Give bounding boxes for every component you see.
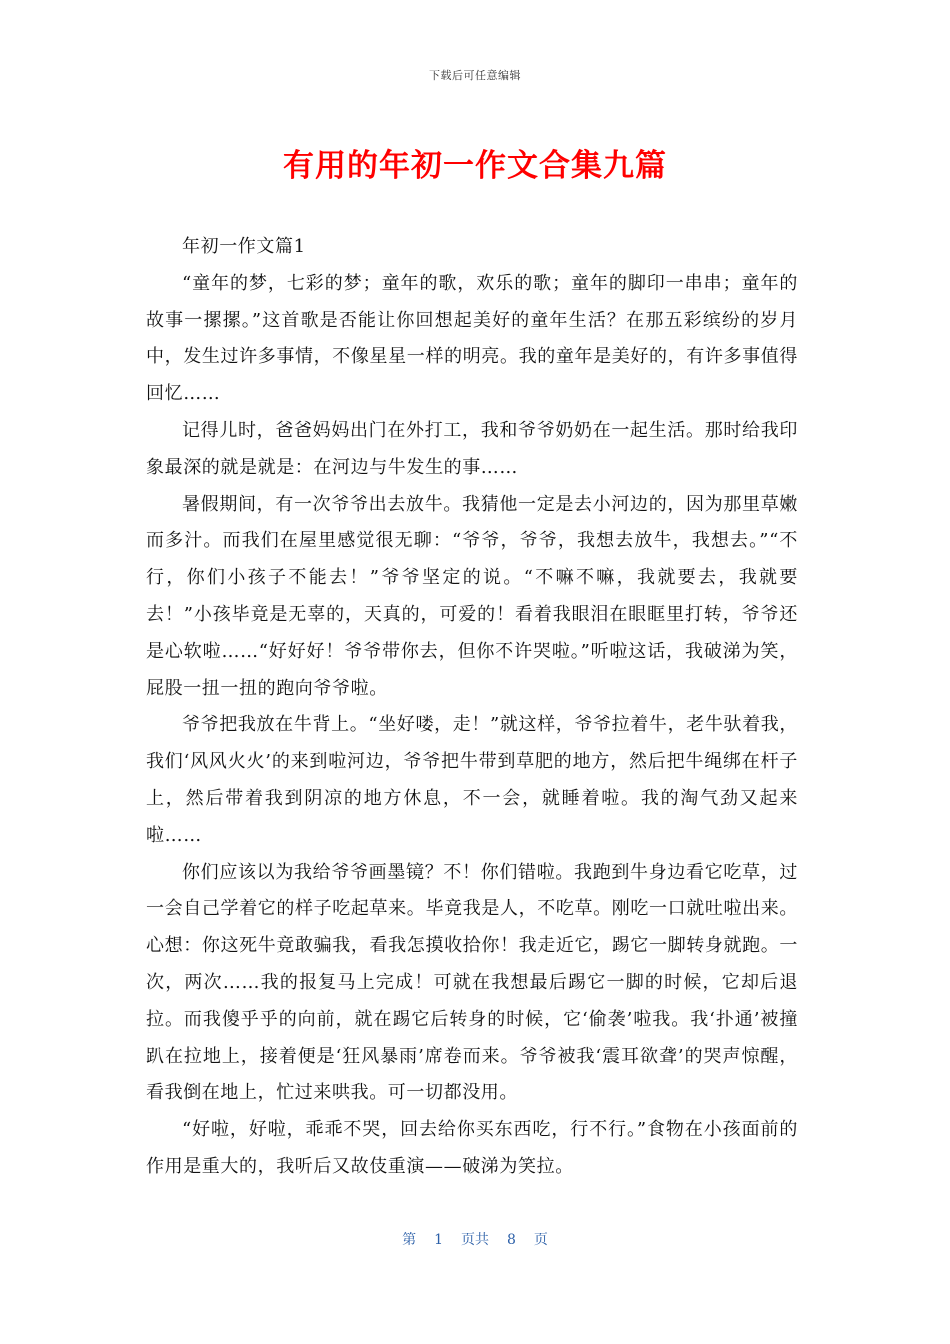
footer-prefix: 第 [402,1232,417,1248]
paragraph: “好啦，好啦，乖乖不哭，回去给你买东西吃，行不行。”食物在小孩面前的作用是重大的，我听后又故伎重演——破涕为笑拉。 [146,1119,798,1177]
essay-heading: 年初一作文篇1 [182,236,306,257]
paragraph: “童年的梦，七彩的梦；童年的歌，欢乐的歌；童年的脚印一串串；童年的故事一摞摞。”这首歌是否能让你回想起美好的童年生活？在那五彩缤纷的岁月中，发生过许多事情，不像星星一样的明亮。我的童年是美好的，有许多事值得回忆…… [146,272,798,405]
page-footer [0,1229,950,1249]
footer-page-number: 1 [434,1232,443,1248]
paragraph: 你们应该以为我给爷爷画墨镜？不！你们错啦。我跑到牛身边看它吃草，过一会自己学着它的样子吃起草来。毕竟我是人，不吃草。刚吃一口就吐啦出来。心想：你这死牛竟敢骗我，看我怎摸收拾你！我走近它，踢它一脚转身就跑。一次，两次……我的报复马上完成！可就在我想最后踢它一脚的时候，它却后退拉。而我傻乎乎的向前，就在踢它后转身的时候，它‘偷袭’啦我。我‘扑通’被撞趴在拉地上，接着便是‘狂风暴雨’席卷而来。爷爷被我‘震耳欲聋’的哭声惊醒，看我倒在地上，忙过来哄我。可一切都没用。 [146,861,798,1104]
footer-total-pages: 8 [507,1232,516,1248]
footer-middle: 页共 [461,1232,489,1248]
paragraph: 爷爷把我放在牛背上。“坐好喽，走！”就这样，爷爷拉着牛，老牛驮着我，我们‘风风火火’的来到啦河边，爷爷把牛带到草肥的地方，然后把牛绳绑在杆子上，然后带着我到阴凉的地方休息，不一会，就睡着啦。我的淘气劲又起来啦…… [146,714,798,846]
paragraph: 记得儿时，爸爸妈妈出门在外打工，我和爷爷奶奶在一起生活。那时给我印象最深的就是就是：在河边与牛发生的事…… [146,419,798,478]
footer-suffix: 页 [533,1232,548,1248]
page-title: 有用的年初一作文合集九篇 [283,148,667,184]
document-body [146,229,798,1186]
paragraph: 暑假期间，有一次爷爷出去放牛。我猜他一定是去小河边的，因为那里草嫩而多汁。而我们在屋里感觉很无聊：“爷爷，爷爷，我想去放牛，我想去。”“不行，你们小孩子不能去！”爷爷坚定的说。“不嘛不嘛，我就要去，我就要去！”小孩毕竟是无辜的，天真的，可爱的！看着我眼泪在眼眶里打转，爷爷还是心软啦……“好好好！爷爷带你去，但你不许哭啦。”听啦这话，我破涕为笑，屁股一扭一扭的跑向爷爷啦。 [146,493,798,699]
header-note: 下载后可任意编辑 [429,69,521,82]
